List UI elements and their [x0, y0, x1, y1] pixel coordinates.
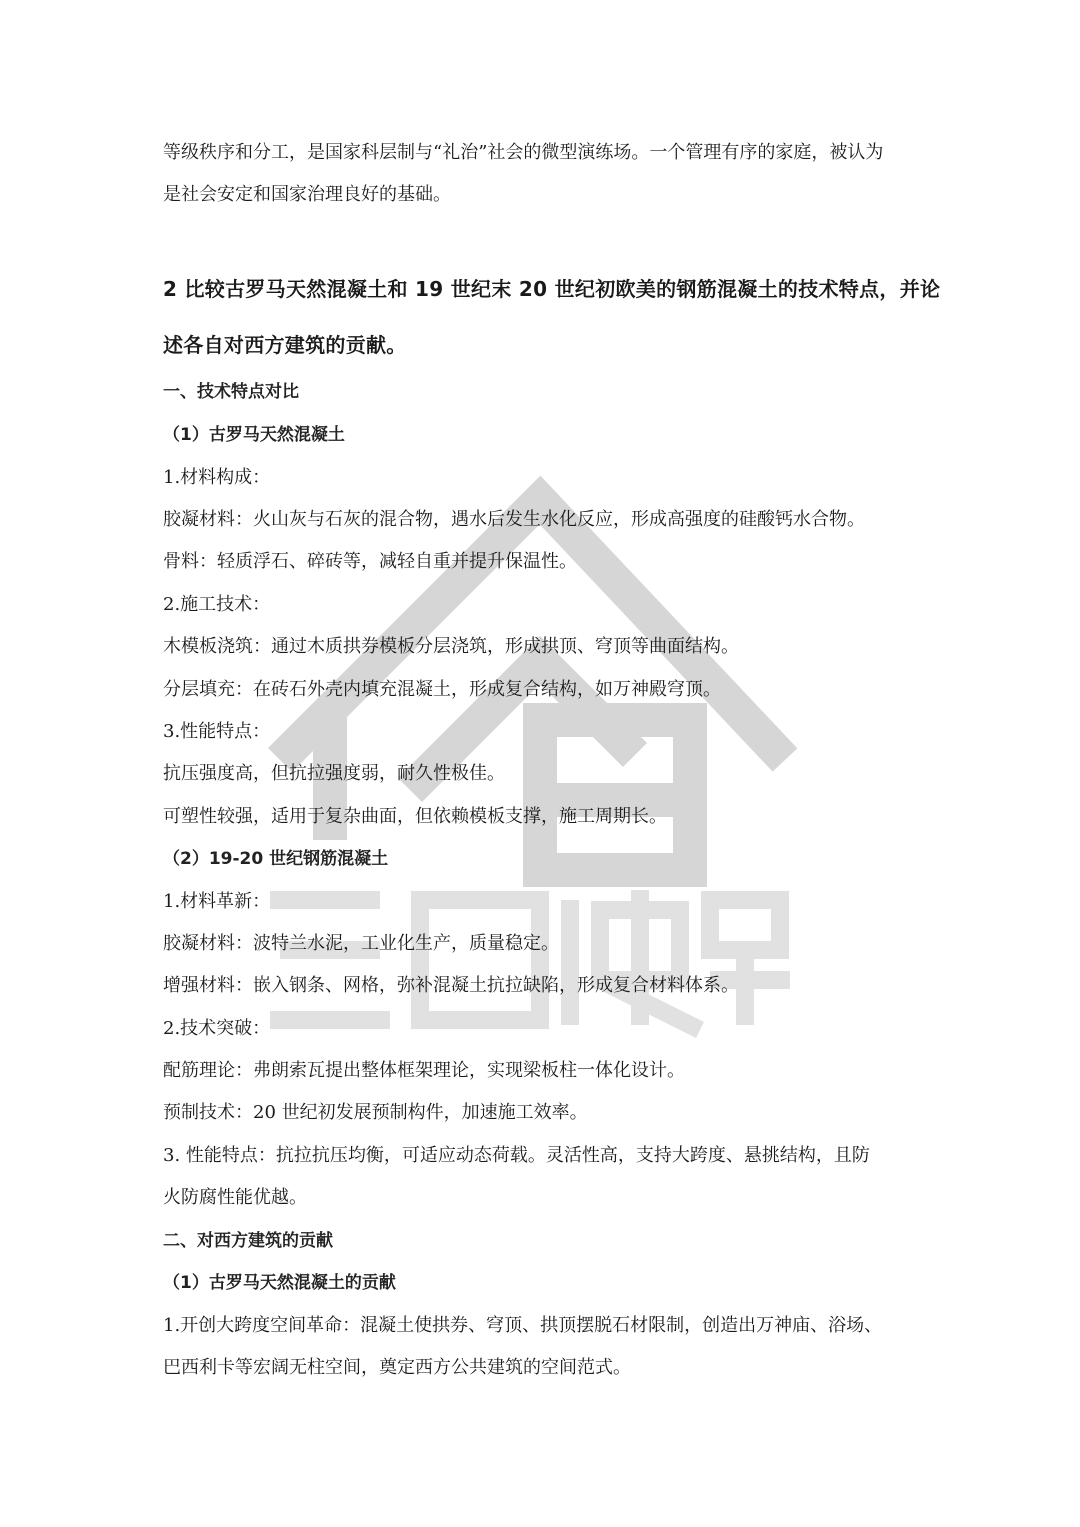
- roman-construction-layered: 分层填充：在砖石外壳内填充混凝土，形成复合结构，如万神殿穹顶。: [163, 679, 721, 700]
- roman-materials-heading: 1.材料构成：: [163, 467, 271, 488]
- question-heading-line-1: 2 比较古罗马天然混凝土和 19 世纪末 20 世纪初欧美的钢筋混凝土的技术特点，并论: [163, 277, 941, 301]
- section-heading-contribution: 二、对西方建筑的贡献: [163, 1231, 333, 1251]
- modern-materials-reinforcement: 增强材料：嵌入钢条、网格，弥补混凝土抗拉缺陷，形成复合材料体系。: [163, 975, 739, 996]
- question-heading-line-2: 述各自对西方建筑的贡献。: [163, 333, 407, 357]
- intro-line-1: 等级秩序和分工，是国家科层制与“礼治”社会的微型演练场。一个管理有序的家庭，被认为: [163, 142, 884, 163]
- roman-contribution-item1-line-2: 巴西利卡等宏阔无柱空间，奠定西方公共建筑的空间范式。: [163, 1357, 631, 1378]
- modern-performance-line-2: 火防腐性能优越。: [163, 1187, 307, 1208]
- section-heading-tech-comparison: 一、技术特点对比: [163, 382, 299, 402]
- modern-materials-binder: 胶凝材料：波特兰水泥，工业化生产，质量稳定。: [163, 933, 559, 954]
- roman-construction-heading: 2.施工技术：: [163, 594, 271, 615]
- roman-materials-aggregate: 骨料：轻质浮石、碎砖等，减轻自重并提升保温性。: [163, 551, 577, 572]
- roman-performance-heading: 3.性能特点：: [163, 721, 271, 742]
- modern-tech-reinforcement-theory: 配筋理论：弗朗索瓦提出整体框架理论，实现梁板柱一体化设计。: [163, 1060, 685, 1081]
- modern-tech-heading: 2.技术突破：: [163, 1018, 271, 1039]
- subsection-heading-modern: （2）19-20 世纪钢筋混凝土: [163, 849, 389, 869]
- modern-materials-heading: 1.材料革新：: [163, 891, 271, 912]
- roman-performance-1: 抗压强度高，但抗拉强度弱，耐久性极佳。: [163, 763, 505, 784]
- intro-line-2: 是社会安定和国家治理良好的基础。: [163, 184, 451, 205]
- roman-construction-formwork: 木模板浇筑：通过木质拱券模板分层浇筑，形成拱顶、穹顶等曲面结构。: [163, 636, 739, 657]
- roman-performance-2: 可塑性较强，适用于复杂曲面，但依赖模板支撑，施工周期长。: [163, 806, 667, 827]
- modern-tech-precast: 预制技术：20 世纪初发展预制构件，加速施工效率。: [163, 1102, 588, 1123]
- modern-performance-line-1: 3. 性能特点：抗拉抗压均衡，可适应动态荷载。灵活性高，支持大跨度、悬挑结构，且防: [163, 1145, 870, 1166]
- subsection-heading-roman-contribution: （1）古罗马天然混凝土的贡献: [163, 1273, 396, 1293]
- roman-contribution-item1-line-1: 1.开创大跨度空间革命：混凝土使拱券、穹顶、拱顶摆脱石材限制，创造出万神庙、浴场、: [163, 1315, 883, 1336]
- roman-materials-binder: 胶凝材料：火山灰与石灰的混合物，遇水后发生水化反应，形成高强度的硅酸钙水合物。: [163, 509, 865, 530]
- subsection-heading-roman: （1）古罗马天然混凝土: [163, 425, 345, 445]
